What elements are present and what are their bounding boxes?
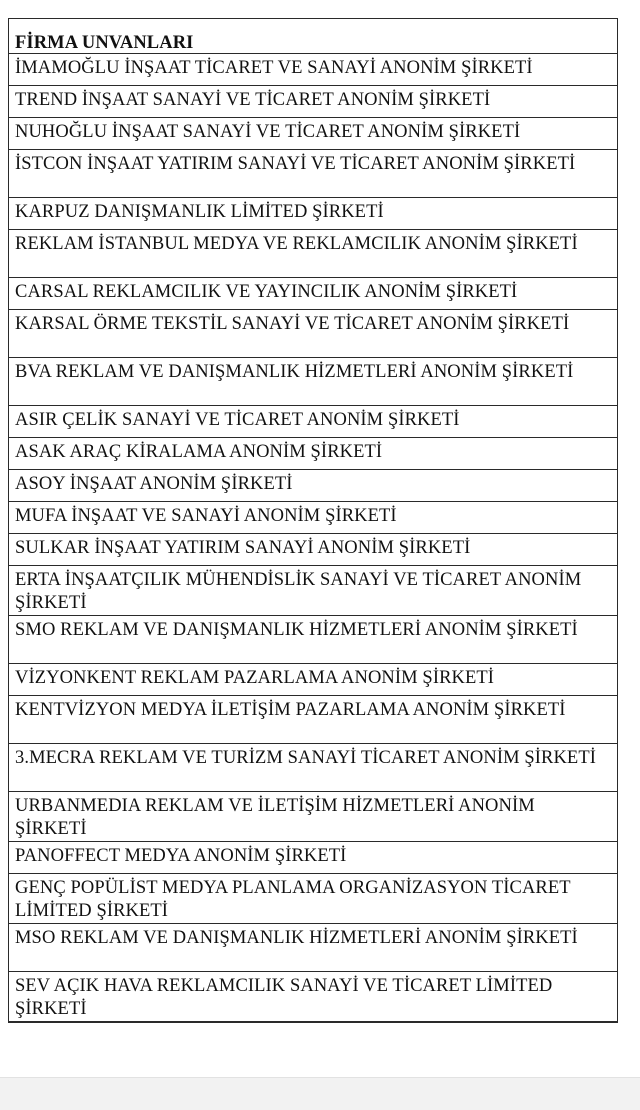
table-row (9, 664, 618, 696)
company-name-cell: İSTCON İNŞAAT YATIRIM SANAYİ VE TİCARET ANONİM ŞİRKETİ (9, 150, 618, 198)
company-name-cell: REKLAM İSTANBUL MEDYA VE REKLAMCILIK ANONİM ŞİRKETİ (9, 230, 618, 278)
company-name-cell: ERTA İNŞAATÇILIK MÜHENDİSLİK SANAYİ VE TİCARET ANONİM ŞİRKETİ (9, 566, 618, 616)
company-name-cell: MUFA İNŞAAT VE SANAYİ ANONİM ŞİRKETİ (9, 502, 618, 534)
table-row (9, 842, 618, 874)
table-row (9, 616, 618, 664)
table-row (9, 744, 618, 792)
table-row (9, 874, 618, 924)
company-name-cell: BVA REKLAM VE DANIŞMANLIK HİZMETLERİ ANONİM ŞİRKETİ (9, 358, 618, 406)
table-row (9, 118, 618, 150)
table-row (9, 230, 618, 278)
company-name-cell: KARPUZ DANIŞMANLIK LİMİTED ŞİRKETİ (9, 198, 618, 230)
table-row (9, 310, 618, 358)
company-name-cell: PANOFFECT MEDYA ANONİM ŞİRKETİ (9, 842, 618, 874)
table-row (9, 792, 618, 842)
table-row (9, 278, 618, 310)
table-row (9, 470, 618, 502)
company-name-cell: 3.MECRA REKLAM VE TURİZM SANAYİ TİCARET ANONİM ŞİRKETİ (9, 744, 618, 792)
company-name-cell: CARSAL REKLAMCILIK VE YAYINCILIK ANONİM ŞİRKETİ (9, 278, 618, 310)
table-row (9, 438, 618, 470)
company-name-cell: VİZYONKENT REKLAM PAZARLAMA ANONİM ŞİRKETİ (9, 664, 618, 696)
company-name-cell: SEV AÇIK HAVA REKLAMCILIK SANAYİ VE TİCARET LİMİTED ŞİRKETİ (9, 972, 618, 1023)
table-row (9, 406, 618, 438)
company-name-cell: ASIR ÇELİK SANAYİ VE TİCARET ANONİM ŞİRKETİ (9, 406, 618, 438)
table-row (9, 358, 618, 406)
table-row (9, 54, 618, 86)
table-row (9, 198, 618, 230)
company-name-cell: SMO REKLAM VE DANIŞMANLIK HİZMETLERİ ANONİM ŞİRKETİ (9, 616, 618, 664)
company-name-cell: ASAK ARAÇ KİRALAMA ANONİM ŞİRKETİ (9, 438, 618, 470)
company-names-table (8, 18, 618, 1023)
table-row (9, 86, 618, 118)
company-name-cell: KARSAL ÖRME TEKSTİL SANAYİ VE TİCARET ANONİM ŞİRKETİ (9, 310, 618, 358)
company-name-cell: İMAMOĞLU İNŞAAT TİCARET VE SANAYİ ANONİM ŞİRKETİ (9, 54, 618, 86)
company-name-cell: URBANMEDIA REKLAM VE İLETİŞİM HİZMETLERİ ANONİM ŞİRKETİ (9, 792, 618, 842)
company-name-cell: MSO REKLAM VE DANIŞMANLIK HİZMETLERİ ANONİM ŞİRKETİ (9, 924, 618, 972)
company-name-cell: NUHOĞLU İNŞAAT SANAYİ VE TİCARET ANONİM ŞİRKETİ (9, 118, 618, 150)
table-header-row (9, 19, 618, 54)
table-row (9, 566, 618, 616)
company-name-cell: KENTVİZYON MEDYA İLETİŞİM PAZARLAMA ANONİM ŞİRKETİ (9, 696, 618, 744)
company-name-cell: TREND İNŞAAT SANAYİ VE TİCARET ANONİM ŞİRKETİ (9, 86, 618, 118)
table-row (9, 924, 618, 972)
company-table-wrapper (8, 18, 618, 1023)
company-name-cell: ASOY İNŞAAT ANONİM ŞİRKETİ (9, 470, 618, 502)
table-row (9, 150, 618, 198)
company-name-cell: SULKAR İNŞAAT YATIRIM SANAYİ ANONİM ŞİRKETİ (9, 534, 618, 566)
bottom-bar (0, 1077, 640, 1110)
company-name-cell: GENÇ POPÜLİST MEDYA PLANLAMA ORGANİZASYON TİCARET LİMİTED ŞİRKETİ (9, 874, 618, 924)
table-header-cell: FİRMA UNVANLARI (9, 19, 618, 54)
table-row (9, 534, 618, 566)
table-row (9, 502, 618, 534)
table-row (9, 696, 618, 744)
table-row (9, 972, 618, 1023)
